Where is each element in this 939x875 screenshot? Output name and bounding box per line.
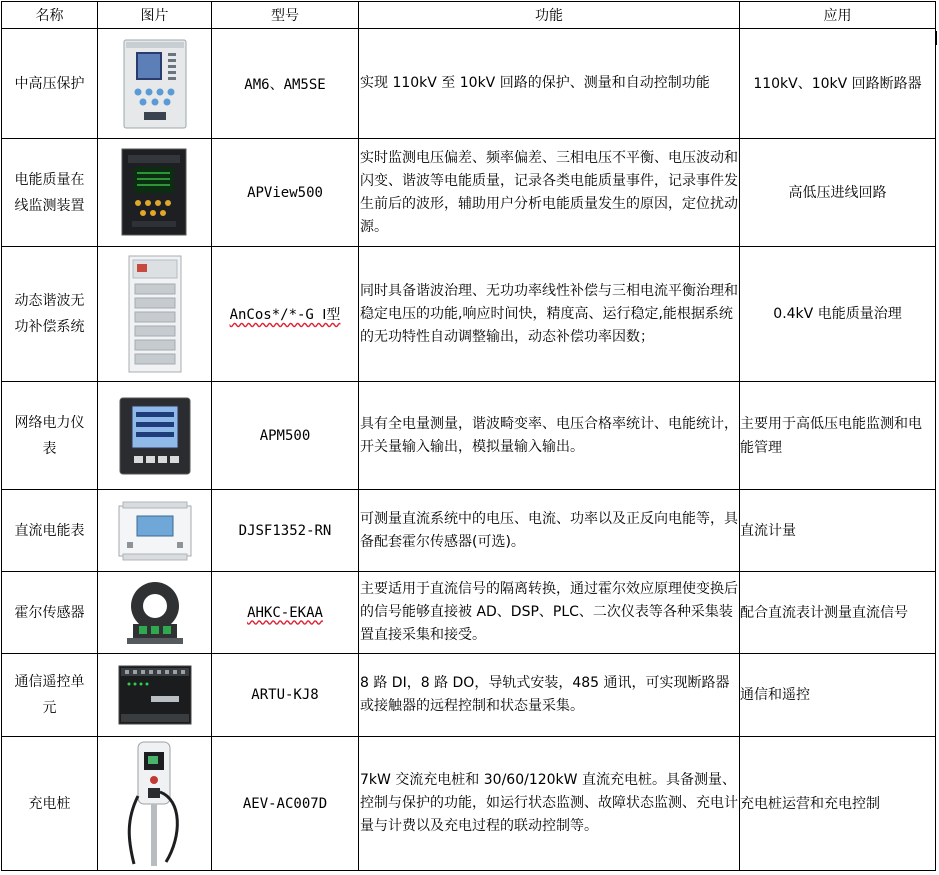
table-row [2, 139, 936, 247]
product-name: 电能质量在 线监测装置 [2, 139, 98, 247]
product-model: AM6、AM5SE [212, 29, 359, 139]
product-application: 直流计量 [740, 490, 936, 572]
product-application: 高低压进线回路 [740, 139, 936, 247]
product-table [1, 1, 936, 871]
rtu-icon [115, 662, 195, 728]
product-function: 同时具备谐波治理、无功功率线性补偿与三相电流平衡治理和稳定电压的功能,响应时间快，精度高、运行稳定,能根据系统的无功特性自动调整输出，动态补偿功率因数； [359, 247, 740, 382]
product-name: 网络电力仪 表 [2, 382, 98, 490]
table-row [2, 572, 936, 654]
product-name: 通信遥控单 元 [2, 654, 98, 737]
product-function: 8 路 DI，8 路 DO，导轨式安装，485 通讯，可实现断路器或接触器的远程控制和状态量采集。 [359, 654, 740, 737]
power-quality-monitor-icon [118, 147, 192, 239]
product-function: 可测量直流系统中的电压、电流、功率以及正反向电能等，具备配套霍尔传感器(可选)。 [359, 490, 740, 572]
product-name: 充电桩 [2, 737, 98, 871]
ev-charger-icon [120, 740, 190, 868]
product-model [212, 247, 359, 382]
product-application: 通信和遥控 [740, 654, 936, 737]
dc-meter-icon [115, 500, 195, 562]
product-function: 主要适用于直流信号的隔离转换，通过霍尔效应原理使变换后的信号能够直接被 AD、DSP、PLC、二次仪表等各种采集装置直接采集和接受。 [359, 572, 740, 654]
table-row [2, 247, 936, 382]
product-picture [98, 139, 212, 247]
product-name: 直流电能表 [2, 490, 98, 572]
header-picture: 图片 [98, 2, 212, 29]
product-model: APM500 [212, 382, 359, 490]
product-application: 主要用于高低压电能监测和电能管理 [740, 382, 936, 490]
product-name: 动态谐波无 功补偿系统 [2, 247, 98, 382]
cabinet-icon [123, 254, 187, 374]
product-model: ARTU-KJ8 [212, 654, 359, 737]
product-model: AEV-AC007D [212, 737, 359, 871]
header-model: 型号 [212, 2, 359, 29]
product-application: 充电桩运营和充电控制 [740, 737, 936, 871]
product-application: 110kV、10kV 回路断路器 [740, 29, 936, 139]
product-picture [98, 490, 212, 572]
product-picture [98, 572, 212, 654]
model-text: AHKC-EKAA [247, 604, 323, 621]
model-text: AnCos*/*-G Ⅰ型 [229, 307, 341, 323]
product-picture [98, 247, 212, 382]
protection-relay-icon [122, 38, 188, 130]
table-header-row [2, 2, 936, 29]
page-edge-mark [935, 31, 937, 45]
product-function: 实现 110kV 至 10kV 回路的保护、测量和自动控制功能 [359, 29, 740, 139]
table-row [2, 29, 936, 139]
table-row [2, 490, 936, 572]
table-row [2, 737, 936, 871]
header-name: 名称 [2, 2, 98, 29]
product-picture [98, 654, 212, 737]
product-function: 具有全电量测量，谐波畸变率、电压合格率统计、电能统计，开关量输入输出，模拟量输入输出。 [359, 382, 740, 490]
header-application: 应用 [740, 2, 936, 29]
product-picture [98, 382, 212, 490]
hall-sensor-icon [119, 578, 191, 648]
header-function: 功能 [359, 2, 740, 29]
product-picture [98, 29, 212, 139]
product-function: 7kW 交流充电桩和 30/60/120kW 直流充电桩。具备测量、控制与保护的功能，如运行状态监测、故障状态监测、充电计量与计费以及充电过程的联动控制等。 [359, 737, 740, 871]
product-model [212, 572, 359, 654]
product-model: DJSF1352-RN [212, 490, 359, 572]
product-model: APView500 [212, 139, 359, 247]
product-picture [98, 737, 212, 871]
table-row [2, 382, 936, 490]
product-function: 实时监测电压偏差、频率偏差、三相电压不平衡、电压波动和闪变、谐波等电能质量，记录各类电能质量事件，记录事件发生前后的波形，辅助用户分析电能质量发生的原因，定位扰动源。 [359, 139, 740, 247]
table-row [2, 654, 936, 737]
product-name: 中高压保护 [2, 29, 98, 139]
product-application: 配合直流表计测量直流信号 [740, 572, 936, 654]
product-name: 霍尔传感器 [2, 572, 98, 654]
power-meter-icon [118, 396, 192, 476]
product-application: 0.4kV 电能质量治理 [740, 247, 936, 382]
